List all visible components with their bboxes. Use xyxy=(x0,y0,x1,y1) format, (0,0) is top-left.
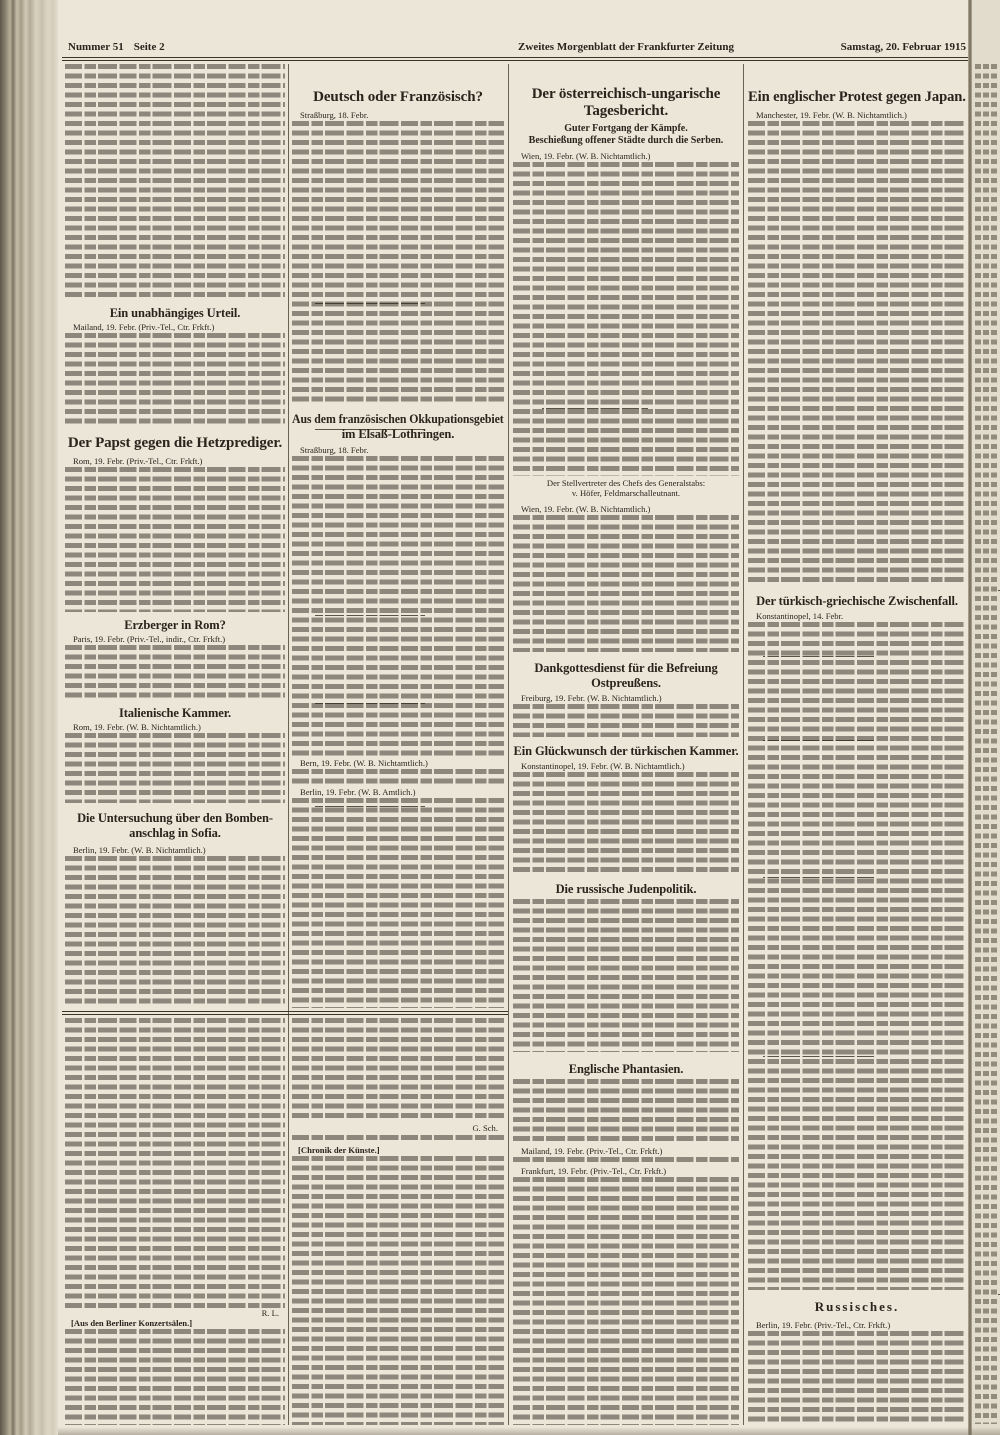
text-block xyxy=(513,1157,739,1164)
text-block xyxy=(65,645,285,700)
header-rule-top xyxy=(62,57,968,58)
dateline-text: Frankfurt, 19. Febr. (Priv.-Tel., Ctr. Frkft.) xyxy=(521,1166,667,1176)
text-block xyxy=(292,769,504,785)
dateline-text: Straßburg, 18. Febr. xyxy=(300,445,369,455)
masthead-left xyxy=(68,40,165,54)
subheadline-text: Guter Fortgang der Kämpfe. xyxy=(564,123,688,134)
headline xyxy=(748,88,966,106)
dateline-text: Straßburg, 18. Febr. xyxy=(300,110,369,120)
text-block xyxy=(513,899,739,1052)
report-signature xyxy=(513,488,739,498)
headline xyxy=(748,1299,966,1314)
dateline-text: Mailand, 19. Febr. (Priv.-Tel., Ctr. Frkft.) xyxy=(73,322,215,332)
dateline xyxy=(513,151,739,161)
headline xyxy=(513,85,739,103)
headline-text: Deutsch oder Französisch? xyxy=(313,89,483,105)
text-block xyxy=(65,467,285,612)
masthead-edition: Zweites Morgenblatt der Frankfurter Zeitung xyxy=(518,41,734,53)
feuilleton-signature xyxy=(292,1123,504,1133)
text-block xyxy=(513,162,739,476)
dateline-text: Freiburg, 19. Febr. (W. B. Nichtamtlich.) xyxy=(521,693,662,703)
text-block xyxy=(292,121,504,404)
dateline-text: Mailand, 19. Febr. (Priv.-Tel., Ctr. Frkft.) xyxy=(521,1146,663,1156)
dateline-text: Paris, 19. Febr. (Priv.-Tel., indir., Ctr. Frkft.) xyxy=(73,634,226,644)
text-block xyxy=(748,1331,966,1425)
headline-text: Ein Glückwunsch der türkischen Kammer. xyxy=(513,744,739,758)
dateline xyxy=(513,761,739,771)
text-block xyxy=(65,856,285,1008)
section-label-text: [Chronik der Künste.] xyxy=(298,1145,380,1155)
headline xyxy=(65,306,285,321)
headline-text: Italienische Kammer. xyxy=(118,706,232,720)
headline-text: Erzberger in Rom? xyxy=(124,618,226,632)
text-block xyxy=(748,121,966,586)
headline xyxy=(513,661,739,676)
signature-text: G. Sch. xyxy=(472,1123,498,1133)
dateline-text: Berlin, 19. Febr. (W. B. Nichtamtlich.) xyxy=(73,845,206,855)
headline xyxy=(748,594,966,609)
dateline-text: Wien, 19. Febr. (W. B. Nichtamtlich.) xyxy=(521,504,651,514)
page-bottom-shadow xyxy=(58,1427,1000,1435)
dateline xyxy=(65,634,285,644)
headline-text: Dankgottesdienst für die Befreiung xyxy=(534,661,718,675)
dateline xyxy=(292,445,504,455)
dateline-text: Manchester, 19. Febr. (W. B. Nichtamtlich.) xyxy=(756,110,907,120)
headline xyxy=(513,676,739,691)
headline xyxy=(65,618,285,633)
headline-text: Aus dem französischen Okkupationsgebiet xyxy=(292,412,504,426)
text-block xyxy=(292,1156,504,1425)
feuilleton-section-label xyxy=(65,1318,285,1328)
dateline xyxy=(748,110,966,120)
headline-text: Die russische Judenpolitik. xyxy=(555,882,697,896)
section-label-text: [Aus den Berliner Konzertsälen.] xyxy=(71,1318,193,1328)
text-block xyxy=(65,733,285,803)
dateline xyxy=(65,456,285,466)
dateline xyxy=(513,504,739,514)
text-block xyxy=(513,1177,739,1425)
issue-number: Nummer 51 xyxy=(68,41,124,53)
dateline-text: Konstantinopel, 19. Febr. (W. B. Nichtamtlich.) xyxy=(521,761,685,771)
column-rule xyxy=(508,64,509,1425)
dateline xyxy=(513,1146,739,1156)
dateline xyxy=(292,787,504,797)
text-block xyxy=(292,1018,504,1122)
feuilleton-signature xyxy=(65,1308,285,1318)
subheadline xyxy=(513,123,739,134)
text-block xyxy=(65,333,285,425)
dateline xyxy=(292,110,504,120)
text-block xyxy=(292,456,504,756)
text-block xyxy=(65,64,285,300)
subheadline-text: Beschießung offener Städte durch die Serben. xyxy=(528,135,724,146)
text-block xyxy=(65,1018,285,1308)
report-signature xyxy=(513,478,739,488)
dateline xyxy=(513,1166,739,1176)
text-block xyxy=(292,1135,504,1143)
headline xyxy=(65,706,285,721)
facing-page-text xyxy=(975,64,999,1424)
headline-text: anschlag in Sofia. xyxy=(129,826,221,840)
dateline-text: Konstantinopel, 14. Febr. xyxy=(756,611,844,621)
book-spine xyxy=(0,0,58,1435)
dateline-text: Berlin, 19. Febr. (W. B. Amtlich.) xyxy=(300,787,416,797)
feuilleton-section-label xyxy=(292,1145,504,1155)
headline xyxy=(65,811,285,826)
dateline xyxy=(292,758,504,768)
headline-text: Der österreichisch-ungarische xyxy=(531,86,721,102)
headline xyxy=(513,882,739,897)
text-block xyxy=(513,515,739,652)
headline xyxy=(292,88,504,106)
headline xyxy=(513,1062,739,1077)
dateline-text: Bern, 19. Febr. (W. B. Nichtamtlich.) xyxy=(300,758,428,768)
header-rule-bottom xyxy=(62,60,968,61)
headline-text: Der Papst gegen die Hetzprediger. xyxy=(67,435,283,451)
headline-text: Die Untersuchung über den Bomben- xyxy=(77,811,273,825)
headline xyxy=(513,744,739,759)
dateline xyxy=(748,1320,966,1330)
page-gutter xyxy=(968,0,972,1435)
text-block xyxy=(748,622,966,1290)
text-block xyxy=(65,1329,285,1425)
headline-text: Tagesbericht. xyxy=(583,103,669,119)
text-block xyxy=(513,772,739,873)
signature-text: R. L. xyxy=(261,1308,279,1318)
dateline-text: Rom, 19. Febr. (W. B. Nichtamtlich.) xyxy=(73,722,201,732)
dateline-text: Berlin, 19. Febr. (Priv.-Tel., Ctr. Frkft.) xyxy=(756,1320,891,1330)
column-rule xyxy=(288,64,289,1425)
text-block xyxy=(292,798,504,1008)
headline-text: Der türkisch-griechische Zwischenfall. xyxy=(756,594,958,608)
headline xyxy=(65,826,285,841)
signature-text: v. Höfer, Feldmarschalleutnant. xyxy=(571,488,681,498)
headline xyxy=(292,412,504,427)
dateline xyxy=(513,693,739,703)
masthead-date: Samstag, 20. Februar 1915 xyxy=(840,41,966,53)
dateline xyxy=(65,845,285,855)
headline-text: im Elsaß-Lothringen. xyxy=(341,427,455,441)
column-rule xyxy=(743,64,744,1425)
dateline xyxy=(65,322,285,332)
headline-text: Russisches. xyxy=(814,1299,900,1314)
dateline xyxy=(65,722,285,732)
page-number: Seite 2 xyxy=(133,41,165,53)
headline xyxy=(513,102,739,120)
headline xyxy=(65,434,285,452)
headline-text: Ostpreußens. xyxy=(591,676,661,690)
text-block xyxy=(513,1079,739,1144)
dateline-text: Wien, 19. Febr. (W. B. Nichtamtlich.) xyxy=(521,151,651,161)
dateline-text: Rom, 19. Febr. (Priv.-Tel., Ctr. Frkft.) xyxy=(73,456,203,466)
text-block xyxy=(513,704,739,737)
headline-text: Ein englischer Protest gegen Japan. xyxy=(748,89,966,105)
dateline xyxy=(748,611,966,621)
subheadline xyxy=(513,135,739,146)
headline-text: Englische Phantasien. xyxy=(568,1062,684,1076)
signature-text: Der Stellvertreter des Chefs des Generalstabs: xyxy=(546,478,706,488)
headline xyxy=(292,427,504,442)
feuilleton-divider xyxy=(62,1011,508,1015)
headline-text: Ein unabhängiges Urteil. xyxy=(109,306,241,320)
